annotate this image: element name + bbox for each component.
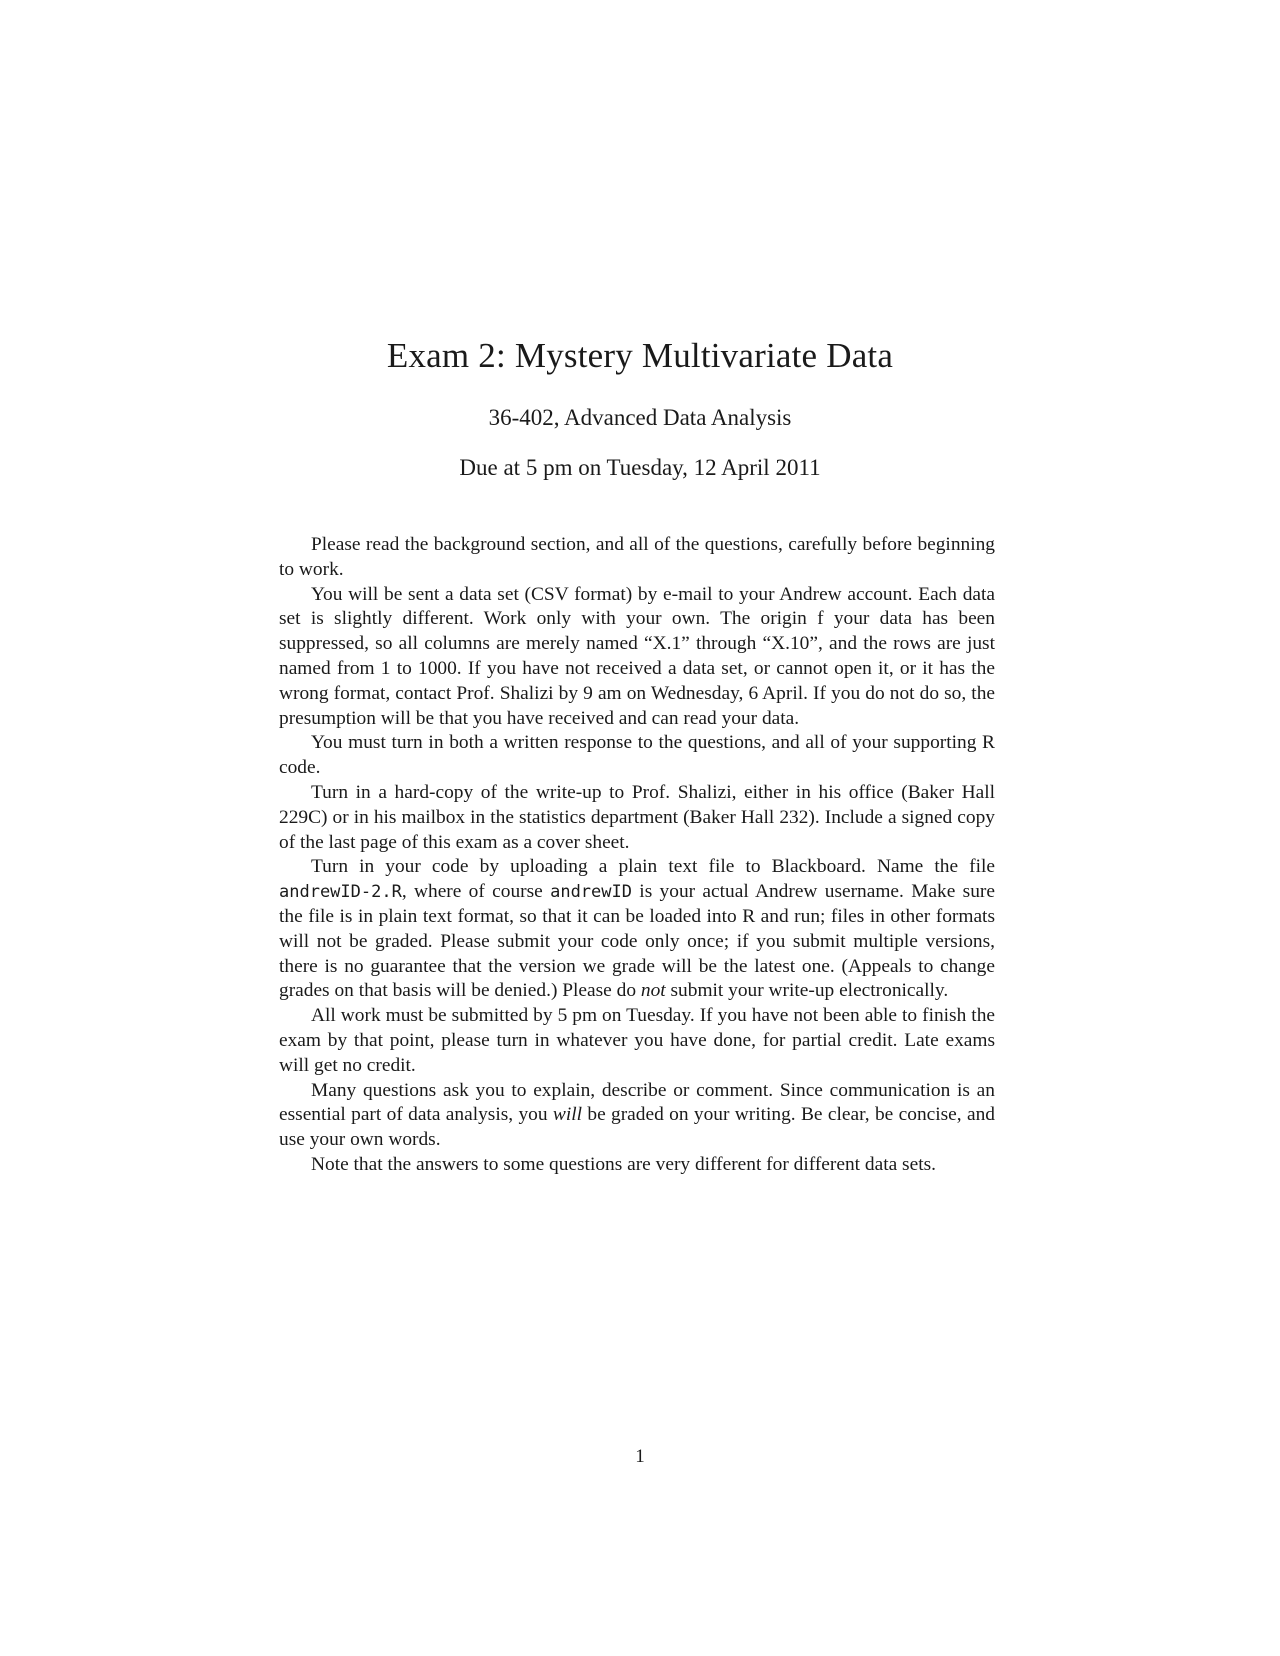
due-date: Due at 5 pm on Tuesday, 12 April 2011 bbox=[459, 455, 821, 480]
paragraph-hard-copy: Turn in a hard-copy of the write-up to Prof. Shalizi, either in his office (Baker Hall 229C) or in his mailbox in the statistics department (Baker Hall 232). Include a signed copy of the last page of this exam as a cover sheet. bbox=[279, 781, 995, 853]
paragraph-answers-differ: Note that the answers to some questions are very different for different data sets. bbox=[311, 1153, 936, 1175]
paragraph-code-upload bbox=[279, 855, 995, 1004]
paragraph-deadline: All work must be submitted by 5 pm on Tuesday. If you have not been able to finish the exam by that point, please turn in whatever you have done, for partial credit. Late exams will get no credit. bbox=[279, 1005, 995, 1076]
page-number: 1 bbox=[635, 1446, 645, 1467]
paragraph-read-carefully: Please read the background section, and all of the questions, carefully before beginning to work. bbox=[279, 534, 995, 580]
communication-text-1: Many questions ask you to explain, describe or comment. Since communication is an essential part of data analysis, you bbox=[279, 1079, 995, 1126]
emphasis-will: will bbox=[552, 1104, 583, 1126]
exam-title: Exam 2: Mystery Multivariate Data bbox=[386, 336, 894, 375]
code-upload-text-2: , where of course bbox=[401, 881, 551, 903]
paragraph-communication bbox=[279, 1079, 995, 1153]
code-upload-text-4: submit your write-up electronically. bbox=[665, 980, 949, 1002]
paragraph-data-set: You will be sent a data set (CSV format) by e-mail to your Andrew account. Each data set is slightly different. Work only with your own. The origin f your data has been suppressed, so all columns are merely named “X.1” through “X.10”, and the rows are just named from 1 to 1000. If you have not received a data set, or cannot open it, or it has the wrong format, contact Prof. Shalizi by 9 am on Wednesday, 6 April. If you do not do so, the presumption will be that you have received and can read your data. bbox=[279, 583, 995, 729]
instructions-body bbox=[279, 533, 995, 1178]
andrewid-code: andrewID bbox=[550, 882, 632, 903]
emphasis-not: not bbox=[640, 980, 666, 1002]
filename-code: andrewID-2.R bbox=[279, 882, 402, 903]
code-upload-text-3: is your actual Andrew username. Make sure the file is in plain text format, so that it can be loaded into R and run; files in other formats will not be graded. Please submit your code only once; if you submit multiple versions, there is no guarantee that the version we grade will be the latest one. (Appeals to change grades on that basis will be denied.) Please do bbox=[279, 881, 995, 1002]
code-upload-text-1: Turn in your code by uploading a plain text file to Blackboard. Name the file bbox=[311, 856, 995, 878]
communication-text-2: be graded on your writing. Be clear, be concise, and use your own words. bbox=[279, 1104, 995, 1151]
course-name: 36-402, Advanced Data Analysis bbox=[488, 405, 792, 430]
paragraph-turn-in-both: You must turn in both a written response to the questions, and all of your supporting R code. bbox=[279, 732, 995, 779]
